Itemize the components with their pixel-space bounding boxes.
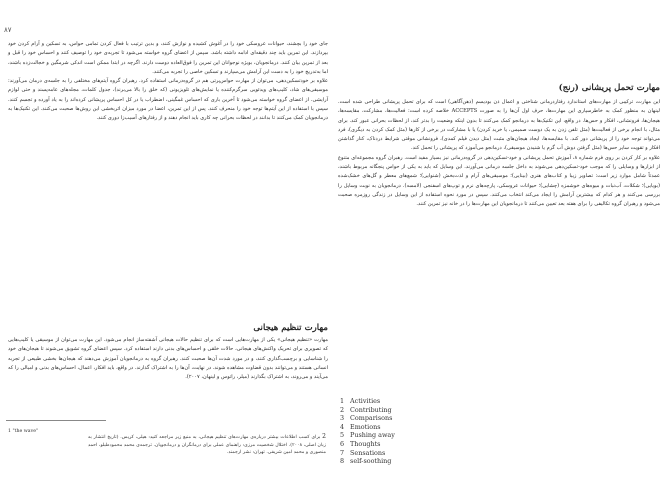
footnote-2	[88, 433, 326, 457]
list-item: 7 Sensations	[340, 448, 386, 457]
paragraph: علاوه بر کار کردن بر روی فرم شماره ۸، آموزش تحمل پریشانی و خود-تسکین‌دهی در گروه‌درمانی نیز بسیار مفید است. رهبران گروه مجموعه‌ای متنوع از ابزارها و وسایلی را که موجب خود-تسکین‌دهی می‌شوند به داخل جلسه درمانی می‌آورند. این وسایل که باید به یکی از حواس پنجگانه مربوط باشند، عمدتاً شامل موارد زیر است: تصاویر زیبا و کتاب‌های هنری (بینایی)؛ موسیقی‌های آرام و لذت‌بخش (شنوایی)؛ شمع‌های معطر و گل‌های خشک‌شده (بویایی)؛ شکلات، آب‌نبات و میوه‌های خوشمزه (چشایی)؛ حیوانات عروسکی، پارچه‌های نرم و توپ‌های اسفنجی (لامسه). درمانجویان به نوبت وسایل را بررسی می‌کنند و هر کدام که بیشترین آرامش را ایجاد می‌کند انتخاب می‌کنند. سپس در مورد نحوه استفاده از این وسایل در زندگی روزمره صحبت می‌شود و رهبران گروه تکالیفی را برای هفته بعد تعیین می‌کنند تا درمانجویان این مهارت‌ها را در خانه نیز تمرین کنند.	[338, 154, 661, 208]
footnote-1: 1 "the wave"	[8, 429, 39, 434]
paragraph: علاوه بر خودتسکین‌دهی، می‌توان از مهارت حواس‌پرتی هم در گروه‌درمانی استفاده کرد. رهبران گروه آیتم‌های مختلفی را به جلسه‌ی درمان می‌آورند: موسیقی‌های شاد، کلیپ‌های ویدئویی سرگرم‌کننده یا نمایش‌های تلویزیونی (که خلق را بالا می‌برند)، جدول کلمات، مجله‌های عامه‌پسند و حتی لوازم آرایشی. از اعضای گروه خواسته می‌شود تا آخرین باری که احساس غمگینی، اضطراب یا در کل احساس پریشانی کرده‌اند را به یاد آورده و تجسم کنند. سپس با استفاده از این آیتم‌ها توجه خود را منحرف کنند. پس از این تمرین، اعضا در مورد میزان اثربخشی این روش‌ها صحبت می‌کنند. این تکنیک‌ها به درمانجویان کمک می‌کنند تا بدانند در لحظات بحرانی چه کاری باید انجام دهند و از رفتارهای آسیب‌زا دوری کنند.	[8, 78, 328, 122]
paragraph: مهارت «تنظیم هیجانی» یکی از مهارت‌هایی است که برای تنظیم حالات هیجانی آشفته‌ساز انجام می‌شود. این مهارت می‌توان از موسیقی یا کلیپ‌هایی که تصویری برای تحریک واکنش‌های هیجانی، حالات خلقی و احساس‌های بدنی دارند استفاده کرد. سپس اعضای گروه تشویق می‌شوند تا هیجان‌های خود را شناسایی و برچسب‌گذاری کنند، و در مورد شدت آن‌ها صحبت کنند. رهبران گروه به درمانجویان آموزش می‌دهند که هیجان‌ها بخشی طبیعی از تجربه انسانی هستند و می‌توانند بدون قضاوت مشاهده شوند. در نهایت، آن‌ها را به اشتراک گذارند. در واقع، باید افکار، اعمال، احساس‌های بدنی و امیالی را که می‌آیند و می‌روند، به اشتراک بگذارند (میلر، راتوس و لینهان، ۲۰۰۷).	[8, 337, 328, 381]
left-column-text-2	[8, 336, 328, 382]
accepts-footnote-list	[340, 397, 540, 466]
list-item: 2 Contributing	[340, 405, 392, 414]
section-heading-distress-tolerance: مهارت تحمل پریشانی (رنج)	[558, 83, 660, 93]
footnote-divider	[6, 420, 106, 421]
list-item: 1 Activities	[340, 397, 381, 405]
page-number: ۸۷	[4, 26, 12, 34]
paragraph: این مهارت، ترکیبی از مهارت‌های استاندارد رفتاردرمانی شناختی و اعمال ذن بودیسم (ذهن‌آگاهی) است که برای تحمل پریشانی طراحی شده است. لینهان به منظور کمک به خاطرسپاری این مهارت‌ها، حرف اول آن‌ها را به صورت ACCEPTS خلاصه کرده است: فعالیت‌ها، مشارکت، مقایسه‌ها، هیجان‌ها، فرونشانی، افکار و حس‌ها. در واقع، این تکنیک‌ها به درمانجو کمک می‌کنند تا بدون اینکه وضعیت را بدتر کند، از لحظات بحرانی عبور کند. برای مثال، با انجام برخی از فعالیت‌ها (مثل تلفن زدن به یک دوست صمیمی، یا خرید کردن) یا با مشارکت در برخی از کارها (مثل کمک کردن به دیگری)، فرد می‌تواند توجه خود را از پریشانی دور کند. با مقایسه‌ها، ایجاد هیجان‌های مثبت (مثل دیدن فیلم کمدی)، فرونشانی موقتی شرایط دردناک، کنار گذاشتن افکار و تقویت سایر حس‌ها (مثل گرفتن دوش آب گرم یا شنیدن موسیقی)، درمانجو می‌آموزد که پریشانی را تحمل کند.	[338, 99, 660, 152]
paragraph: جای خود را بچشند، حیوانات عروسکی خود را در آغوش کشیده و نوازش کنند، و بدین ترتیب با فعال کردن تمامی حواس، به تسکین و آرام کردن خود بپردازند. این تمرین باید چند دقیقه‌ای ادامه داشته باشد. سپس از اعضای گروه خواسته می‌شود تا تجربه‌ی خود را توصیف کنند و احساس خود را قبل و بعد از تمرین بیان کنند. درمانجویان، بویژه نوجوانان این تمرین را فوق‌العاده دوست دارند. اگرچه در ابتدا ممکن است اندکی شرمگین و خجالت‌زده باشند، اما به‌تدریج خود را به دست این آرامش می‌سپارند و تسکین خاصی را تجربه می‌کنند.	[8, 41, 328, 75]
left-column-text	[8, 40, 328, 124]
footnote-number: 2	[322, 433, 326, 440]
right-column-text	[338, 82, 660, 210]
list-item: 5 Pushing away	[340, 431, 395, 440]
footnote-text: برای کسب اطلاعات بیشتر درباره‌ی مهارت‌های تنظیم هیجانی، به منبع زیر مراجعه کنید: هیلی، کریس. (تاریخ انتشار به زبان اصلی، ۲۰۰۸). اختلال شخصیت مرزی: راهنمای عملی برای درمانگران و درمانجویان. ترجمه‌ی محمد محمودطبلو، احمد منصوری و محمد امین شریفی. تهران: نشر ارجمند.	[88, 435, 326, 455]
list-item: 8 self-soothing	[340, 457, 392, 466]
list-item: 3 Comparisons	[340, 414, 393, 423]
list-item: 4 Emotions	[340, 422, 381, 431]
list-item: 6 Thoughts	[340, 439, 381, 448]
section-heading-emotion-regulation: مهارت تنظیم هیجانی	[253, 323, 328, 333]
